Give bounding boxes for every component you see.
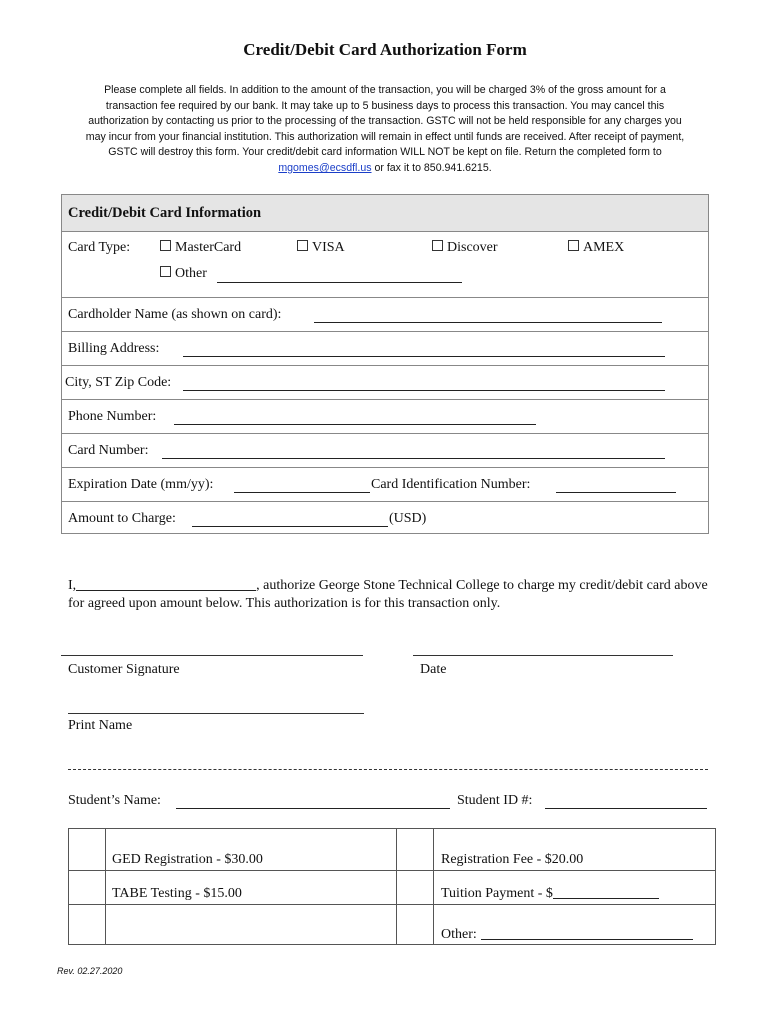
card-type-label: Card Type:	[68, 240, 131, 255]
option-discover[interactable]	[432, 240, 498, 256]
city-label: City, ST Zip Code:	[65, 375, 172, 390]
authorization-prefix: I,	[68, 578, 77, 593]
other-input-line[interactable]	[217, 282, 462, 283]
other-amount-line[interactable]	[481, 926, 693, 940]
select-box-ged[interactable]	[69, 829, 106, 871]
fee-blank	[106, 905, 397, 945]
card-info-header: Credit/Debit Card Information	[62, 195, 708, 232]
table-row	[69, 905, 716, 945]
student-id-input-line[interactable]	[545, 808, 707, 809]
option-other-label: Other	[175, 266, 207, 281]
expiration-label: Expiration Date (mm/yy):	[68, 477, 214, 492]
amount-input-line[interactable]	[192, 526, 388, 527]
checkbox-visa[interactable]	[297, 240, 308, 251]
customer-signature-line[interactable]	[61, 655, 363, 656]
instructions	[80, 83, 690, 177]
table-row	[69, 871, 716, 905]
option-visa[interactable]	[297, 240, 345, 256]
card-number-row	[62, 433, 708, 467]
authorization-text: , authorize George Stone Technical College to charge my credit/debit card above for agreed upon amount below. This authorization is for this transaction only.	[68, 578, 708, 611]
fee-tabe: TABE Testing - $15.00	[106, 871, 397, 905]
checkbox-amex[interactable]	[568, 240, 579, 251]
cut-line-divider	[68, 769, 708, 770]
table-row	[69, 829, 716, 871]
fee-tuition	[434, 871, 716, 905]
phone-label: Phone Number:	[68, 409, 157, 424]
date-line[interactable]	[413, 655, 673, 656]
print-name-line[interactable]	[68, 713, 364, 714]
select-box-tabe[interactable]	[69, 871, 106, 905]
billing-label: Billing Address:	[68, 341, 160, 356]
expiration-row	[62, 467, 708, 501]
tuition-amount-line[interactable]	[553, 885, 659, 899]
select-box-registration-fee[interactable]	[397, 829, 434, 871]
checkbox-mastercard[interactable]	[160, 240, 171, 251]
expiration-input-line[interactable]	[234, 492, 370, 493]
checkbox-other[interactable]	[160, 266, 171, 277]
instructions-text-1: Please complete all fields. In addition to the amount of the transaction, you will be charged 3% of the gross amount for a transaction fee required by our bank. It may take up to 5 business days to process this transaction. You may cancel this authorization by contacting us prior to the processing of the transaction. GSTC will not be held responsible for any charges you may incur from your financial institution. This authorization will remain in effect until funds are received. After receipt of payment, GSTC will destroy this form. Your credit/debit card information WILL NOT be kept on file. Return the completed form to	[85, 84, 685, 159]
city-input-line[interactable]	[183, 390, 665, 391]
fee-other	[434, 905, 716, 945]
authorizer-name-line[interactable]	[76, 577, 256, 591]
date-label: Date	[420, 662, 447, 677]
select-box-other[interactable]	[397, 905, 434, 945]
amount-row	[62, 501, 708, 534]
select-box-tuition[interactable]	[397, 871, 434, 905]
option-discover-label: Discover	[447, 240, 498, 255]
student-name-label: Student’s Name:	[68, 793, 161, 808]
amount-suffix: (USD)	[389, 511, 427, 526]
email-link[interactable]: mgomes@ecsdfl.us	[278, 161, 372, 174]
fee-ged: GED Registration - $30.00	[106, 829, 397, 871]
option-amex-label: AMEX	[583, 240, 625, 255]
cardholder-label: Cardholder Name (as shown on card):	[68, 307, 282, 322]
student-id-label: Student ID #:	[457, 793, 533, 808]
city-row	[62, 365, 708, 399]
authorization-statement	[68, 577, 718, 613]
customer-signature-label: Customer Signature	[68, 662, 180, 677]
option-mastercard-label: MasterCard	[175, 240, 242, 255]
option-amex[interactable]	[568, 240, 624, 256]
amount-label: Amount to Charge:	[68, 511, 176, 526]
fee-tuition-label: Tuition Payment - $	[441, 886, 553, 901]
fee-registration: Registration Fee - $20.00	[434, 829, 716, 871]
card-number-input-line[interactable]	[162, 458, 665, 459]
billing-input-line[interactable]	[183, 356, 665, 357]
instructions-text-2: or fax it to 850.941.6215.	[371, 161, 492, 174]
option-other[interactable]	[160, 266, 207, 282]
student-name-input-line[interactable]	[176, 808, 450, 809]
phone-row	[62, 399, 708, 433]
phone-input-line[interactable]	[174, 424, 536, 425]
cid-label: Card Identification Number:	[371, 477, 531, 492]
card-number-label: Card Number:	[68, 443, 149, 458]
fee-selection-table	[68, 828, 716, 945]
billing-row	[62, 331, 708, 365]
option-mastercard[interactable]	[160, 240, 241, 256]
card-info-section	[61, 194, 709, 534]
cid-input-line[interactable]	[556, 492, 676, 493]
revision-date: Rev. 02.27.2020	[57, 966, 123, 976]
checkbox-discover[interactable]	[432, 240, 443, 251]
print-name-label: Print Name	[68, 718, 133, 733]
cardholder-input-line[interactable]	[314, 322, 662, 323]
form-title: Credit/Debit Card Authorization Form	[243, 40, 527, 59]
cardholder-row	[62, 297, 708, 331]
card-type-row	[62, 231, 708, 297]
select-box-blank[interactable]	[69, 905, 106, 945]
option-visa-label: VISA	[312, 240, 345, 255]
fee-other-label: Other:	[441, 927, 477, 942]
